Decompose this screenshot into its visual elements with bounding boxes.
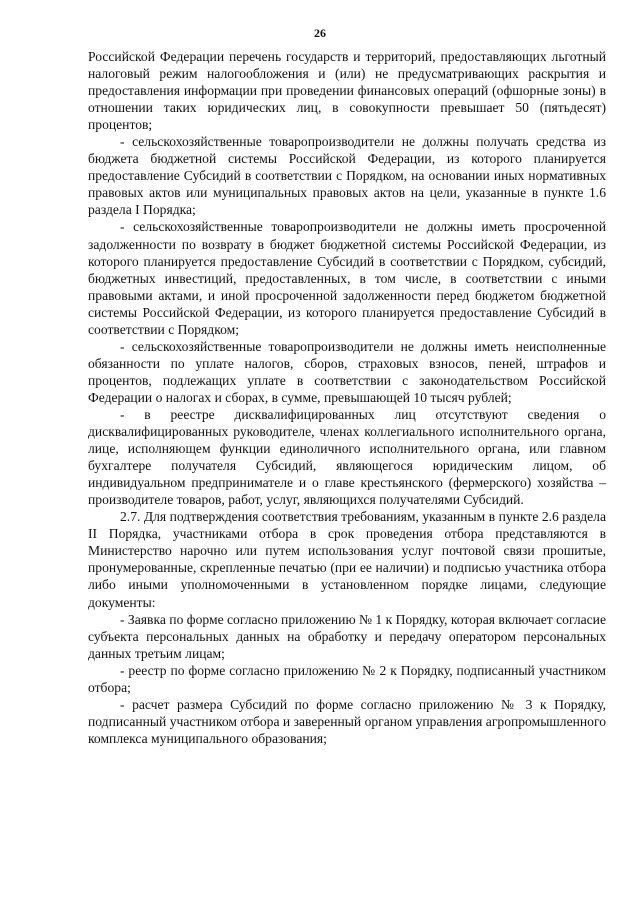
paragraph: - Заявка по форме согласно приложению № 1 к Порядку, которая включает согласие субъекта персональных данных на обработку и передачу оператором персональных данных третьим лицам; — [88, 611, 606, 661]
paragraph: - расчет размера Субсидий по форме согласно приложению № 3 к Порядку, подписанный участником отбора и заверенный органом управления агропромышленного комплекса муниципального образования; — [88, 696, 606, 746]
paragraph: - сельскохозяйственные товаропроизводители не должны получать средства из бюджета бюджетной системы Российской Федерации, из которого планируется предоставление Субсидий в соответствии с Порядком, на основании иных нормативных правовых актов или муниципальных правовых актов на цели, указанные в пункте 1.6 раздела I Порядка; — [88, 134, 606, 218]
paragraph: - реестр по форме согласно приложению № 2 к Порядку, подписанный участником отбора; — [88, 662, 606, 695]
paragraph: - сельскохозяйственные товаропроизводители не должны иметь просроченной задолженности по возврату в бюджет бюджетной системы Российской Федерации, из которого планируется предоставление Субсидий в соответствии с Порядком, субсидий, бюджетных инвестиций, предоставленных, в том числе, в соответствии с иными правовыми актами, и иной просроченной задолженности перед бюджетом бюджетной системы Российской Федерации, из которого планируется предоставление Субсидий в соответствии с Порядком; — [88, 219, 606, 337]
paragraph: 2.7. Для подтверждения соответствия требованиям, указанным в пункте 2.6 раздела II Порядка, участниками отбора в срок проведения отбора представляются в Министерство нарочно или путем использования услуг почтовой связи прошитые, пронумерованные, скрепленные печатью (при ее наличии) и подписью участника отбора либо иными уполномоченными в установленном порядке лицами, следующие документы: — [88, 509, 606, 610]
paragraph: - в реестре дисквалифицированных лиц отсутствуют сведения о дисквалифицированных руководителе, членах коллегиального исполнительного органа, лице, исполняющем функции единоличного исполнительного органа, или главном бухгалтере получателя Субсидий, являющегося юридическим лицом, об индивидуальном предпринимателе и о главе крестьянского (фермерского) хозяйства – производителе товаров, работ, услуг, являющихся получателями Субсидий. — [88, 406, 606, 508]
paragraph: Российской Федерации перечень государств и территорий, предоставляющих льготный налоговый режим налогообложения и (или) не предусматривающих раскрытия и предоставления информации при проведении финансовых операций (офшорные зоны) в отношении таких юридических лиц, в совокупности превышает 50 (пятьдесят) процентов; — [88, 49, 606, 133]
document-body — [88, 48, 606, 747]
paragraph: - сельскохозяйственные товаропроизводители не должны иметь неисполненные обязанности по уплате налогов, сборов, страховых взносов, пеней, штрафов и процентов, подлежащих уплате в соответствии с законодательством Российской Федерации о налогах и сборах, в сумме, превышающей 10 тысяч рублей; — [88, 338, 606, 405]
page-number: 26 — [314, 26, 326, 40]
